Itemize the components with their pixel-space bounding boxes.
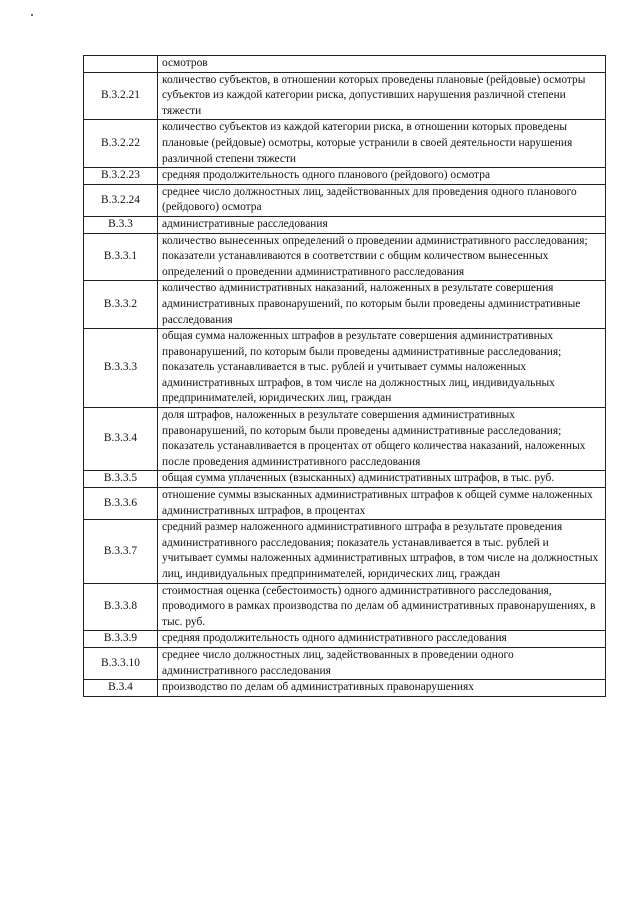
row-code	[84, 56, 158, 73]
table-row	[84, 329, 606, 408]
row-text: количество субъектов из каждой категории риска, в отношении которых проведены плановые (рейдовые) осмотры, которые устранили в своей деятельности нарушения различной степени тяжести	[158, 120, 606, 168]
table-row	[84, 680, 606, 697]
row-text: среднее число должностных лиц, задействованных для проведения одного планового (рейдового) осмотра	[158, 184, 606, 216]
row-code: В.3.3.5	[84, 471, 158, 488]
row-text: количество субъектов, в отношении которых проведены плановые (рейдовые) осмотры субъектов из каждой категории риска, допустивших нарушения различной степени тяжести	[158, 72, 606, 120]
indicator-table-body	[84, 56, 606, 697]
row-text: средняя продолжительность одного планового (рейдового) осмотра	[158, 168, 606, 185]
row-text: общая сумма уплаченных (взысканных) административных штрафов, в тыс. руб.	[158, 471, 606, 488]
row-code: В.3.2.22	[84, 120, 158, 168]
table-row	[84, 168, 606, 185]
row-code: В.3.3.6	[84, 488, 158, 520]
scan-speck	[31, 14, 33, 16]
table-row	[84, 56, 606, 73]
row-code: В.3.4	[84, 680, 158, 697]
indicator-table	[83, 55, 606, 697]
table-row	[84, 471, 606, 488]
row-code: В.3.3.10	[84, 647, 158, 679]
row-text: отношение суммы взысканных административных штрафов к общей сумме наложенных административных штрафов, в процентах	[158, 488, 606, 520]
row-code: В.3.2.23	[84, 168, 158, 185]
table-row	[84, 520, 606, 583]
table-row	[84, 216, 606, 233]
table-row	[84, 233, 606, 281]
row-text: средняя продолжительность одного административного расследования	[158, 631, 606, 648]
row-code: В.3.3.3	[84, 329, 158, 408]
row-code: В.3.2.24	[84, 184, 158, 216]
table-row	[84, 72, 606, 120]
row-code: В.3.3.1	[84, 233, 158, 281]
table-row	[84, 647, 606, 679]
table-row	[84, 281, 606, 329]
table-row	[84, 583, 606, 631]
row-text: стоимостная оценка (себестоимость) одного административного расследования, проводимого в рамках производства по делам об административных правонарушениях, в тыс. руб.	[158, 583, 606, 631]
row-text: среднее число должностных лиц, задействованных в проведении одного административного расследования	[158, 647, 606, 679]
row-code: В.3.3.7	[84, 520, 158, 583]
row-code: В.3.3.4	[84, 408, 158, 471]
row-text: доля штрафов, наложенных в результате совершения административных правонарушений, по которым были проведены административные расследования; показатель устанавливается в процентах от общего количества наказаний, наложенных после проведения административного расследования	[158, 408, 606, 471]
row-code: В.3.3.8	[84, 583, 158, 631]
table-row	[84, 488, 606, 520]
row-text: количество административных наказаний, наложенных в результате совершения административных правонарушений, по которым были проведены административные расследования	[158, 281, 606, 329]
row-text: общая сумма наложенных штрафов в результате совершения административных правонарушений, по которым были проведены административные расследования; показатель устанавливается в тыс. рублей и учитывает суммы наложенных административных штрафов, в том числе на должностных лиц, индивидуальных предпринимателей, юридических лиц, граждан	[158, 329, 606, 408]
table-row	[84, 184, 606, 216]
row-text: производство по делам об административных правонарушениях	[158, 680, 606, 697]
row-text: административные расследования	[158, 216, 606, 233]
row-code: В.3.3	[84, 216, 158, 233]
row-code: В.3.2.21	[84, 72, 158, 120]
table-row	[84, 408, 606, 471]
row-text: средний размер наложенного административного штрафа в результате проведения административного расследования; показатель устанавливается в тыс. рублей и учитывает суммы наложенных административных штрафов, в том числе на должностных лиц, индивидуальных предпринимателей, юридических лиц, граждан	[158, 520, 606, 583]
table-row	[84, 120, 606, 168]
table-row	[84, 631, 606, 648]
row-code: В.3.3.9	[84, 631, 158, 648]
row-code: В.3.3.2	[84, 281, 158, 329]
row-text: количество вынесенных определений о проведении административного расследования; показатели устанавливаются в соответствии с общим количеством вынесенных определений о проведении административного расследования	[158, 233, 606, 281]
row-text: осмотров	[158, 56, 606, 73]
